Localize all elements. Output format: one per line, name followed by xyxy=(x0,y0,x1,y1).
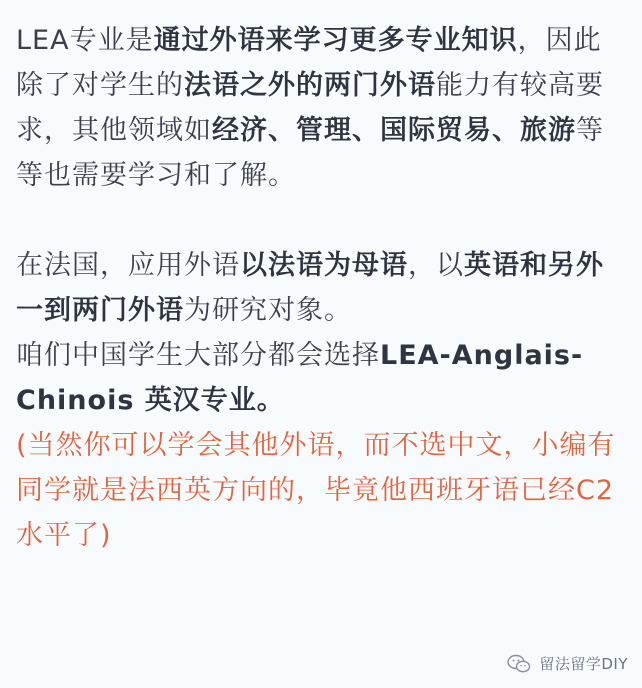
text-run: ，因此除了对学生的 xyxy=(16,25,602,101)
bold-run: LEA-Anglais-Chinois 英汉专业。 xyxy=(16,340,584,416)
text-run: 在法国，应用外语 xyxy=(16,250,240,281)
text-run: 能力有较高要求，其他领域如 xyxy=(16,70,604,146)
bold-run: 英语和另外一到两门外语 xyxy=(16,250,604,326)
watermark-text: 留法留学DIY xyxy=(539,655,628,673)
bold-run: 以法语为母语 xyxy=(240,250,408,281)
paragraph-in-france xyxy=(16,243,628,333)
bold-run: 法语之外的两门外语 xyxy=(184,70,436,101)
bold-run: 通过外语来学习更多专业知识 xyxy=(153,25,518,56)
watermark xyxy=(507,653,628,674)
bold-run: 经济、管理、国际贸易、旅游 xyxy=(212,115,576,146)
article-body xyxy=(16,18,628,558)
paragraph-chinese-students xyxy=(16,333,628,423)
paragraph-note: (当然你可以学会其他外语，而不选中文，小编有同学就是法西英方向的，毕竟他西班牙语已经C2水平了) xyxy=(16,430,616,551)
wechat-icon xyxy=(507,654,531,674)
paragraph-gap xyxy=(16,198,628,243)
text-run: LEA专业是 xyxy=(16,25,154,56)
text-run: 为研究对象。 xyxy=(184,295,352,326)
text-run: ，以 xyxy=(408,250,464,281)
text-run: 咱们中国学生大部分都会选择 xyxy=(16,340,380,371)
text-run: 等等也需要学习和了解。 xyxy=(16,115,604,191)
paragraph-lea-intro xyxy=(16,18,628,198)
